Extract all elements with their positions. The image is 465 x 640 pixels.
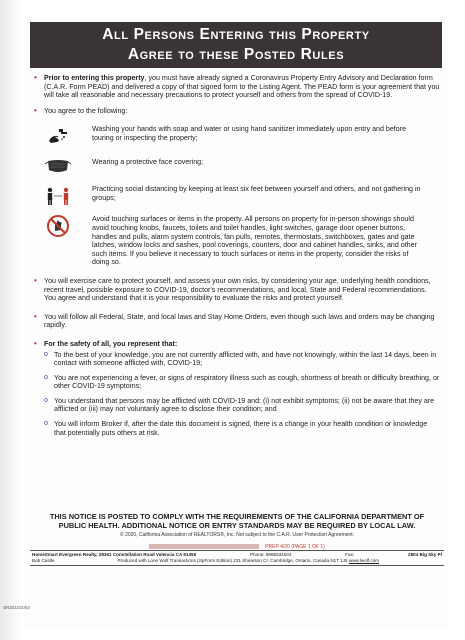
circle-bullet-icon: o bbox=[44, 396, 48, 404]
safety-item-text: You are not experiencing a fever, or signs of respiratory illness such as cough, shortness of breath or difficulty breathing, or other COVID-19 symptoms; bbox=[54, 373, 440, 391]
rule-text-handwash: Washing your hands with soap and water or using hand sanitizer immediately upon entry and before touring or inspecting the property; bbox=[92, 125, 407, 142]
intro-lead: Prior to entering this property bbox=[44, 74, 145, 82]
circle-bullet-icon: o bbox=[44, 373, 48, 381]
footer-phone: Phone: 8885534534 bbox=[250, 552, 292, 557]
rules-body bbox=[34, 74, 440, 443]
bullet-icon: • bbox=[34, 105, 37, 115]
agree-intro bbox=[34, 107, 440, 116]
circle-bullet-icon: o bbox=[44, 350, 48, 358]
no-touch-icon bbox=[42, 215, 74, 237]
handwash-icon bbox=[42, 125, 74, 147]
face-mask-icon bbox=[42, 155, 74, 177]
safety-item bbox=[34, 397, 440, 414]
circle-bullet-icon: o bbox=[44, 420, 48, 428]
rule-text-no-touch: Avoid touching surfaces or items in the property. All persons on property for in-person showings should avoid touching knobs, faucets, toilets and toilet handles, light switches, garage door opener buttons, handles and pulls, alarm system controls, fan pulls, remotes, thermostats, switchboxes, gates and gate latches, window locks and sashes, pool coverings, counters, door and cabinet handles, sinks, and other such items. If you believe it necessary to touch surfaces or items in the property, consider the risks of doing so. bbox=[92, 215, 417, 267]
bullet-icon: • bbox=[34, 311, 37, 321]
bullet-icon: • bbox=[34, 275, 37, 285]
safety-item bbox=[34, 420, 440, 437]
copyright: © 2020, California Association of REALTORS®, Inc. Not subject to the C.A.R. User Protection Agreement. bbox=[120, 532, 354, 538]
footer-produced bbox=[117, 558, 379, 564]
side-stamp: SR20101003 bbox=[3, 605, 30, 610]
page-title-banner bbox=[30, 22, 442, 68]
footer-property: 2804 Big Sky Pl bbox=[408, 552, 442, 557]
rule-row-no-touch bbox=[42, 215, 440, 267]
intro-paragraph bbox=[34, 74, 440, 100]
footer-row-2 bbox=[32, 558, 442, 564]
safety-lead-text: For the safety of all, you represent that: bbox=[44, 339, 178, 348]
form-footer bbox=[30, 550, 444, 566]
form-id-bar bbox=[149, 544, 259, 549]
document-page bbox=[24, 18, 450, 628]
rule-text-social-distance bbox=[74, 185, 424, 202]
banner-line-1: All Persons Entering this Property bbox=[102, 26, 370, 43]
form-id: PREP 4/20 (PAGE 1 OF 1) bbox=[265, 544, 325, 550]
social-distance-icon bbox=[42, 185, 74, 207]
intro-text: , you must have already signed a Coronavirus Property Entry Advisory and Declaration form (C.A.R. Form PEAD) and delivered a copy of that signed form to the Listing Agent. The PEAD form is your agreement that you will take all reasonable and necessary precautions to protect yourself and others from the spread of COVID-19. bbox=[44, 74, 440, 100]
bullet-exercise-care bbox=[34, 277, 440, 303]
bullet-text: You will exercise care to protect yourself, and assess your own risks, by considering your age, underlying health conditions, recent travel, possible exposure to COVID-19, doctor's recommendations, and local, State and Federal recommendations. You agree and understand that it is your responsibility to evaluate the risks and protect yourself. bbox=[44, 276, 431, 303]
safety-item bbox=[34, 351, 440, 368]
banner-line-2: Agree to these Posted Rules bbox=[127, 46, 345, 63]
footer-agent: Bob Castle bbox=[32, 558, 55, 563]
rule-text: Practicing social distancing by keeping at least six feet between yourself and others, and not gathering in groups; bbox=[92, 185, 421, 202]
bullet-icon: • bbox=[34, 338, 37, 348]
bullet-icon: • bbox=[34, 73, 37, 82]
bullet-follow-laws bbox=[34, 313, 440, 330]
rule-text-face-mask: Wearing a protective face covering; bbox=[92, 158, 204, 167]
safety-item bbox=[34, 374, 440, 391]
scan-margin bbox=[0, 0, 22, 640]
footer-produced-text: Produced with Lone Wolf Transactions (zipForm Edition) 231 Shearson Cr. Cambridge, Ontario, Canada N1T 1J5 bbox=[117, 558, 348, 563]
safety-lead bbox=[34, 340, 440, 349]
notice-line-1: THIS NOTICE IS POSTED TO COMPLY WITH THE REQUIREMENTS OF THE CALIFORNIA DEPARTMENT OF bbox=[49, 512, 425, 521]
rule-row-handwash bbox=[42, 125, 440, 147]
safety-item-text: To the best of your knowledge, you are not currently afflicted with, and have not knowingly, within the last 14 days, been in contact with someone afflicted with, COVID-19; bbox=[54, 350, 437, 368]
rule-row-face-mask bbox=[42, 155, 440, 177]
safety-item-text: You will inform Broker if, after the date this document is signed, there is a change in your health condition or knowledge that potentially puts others at risk. bbox=[54, 420, 428, 437]
safety-item-text: You understand that persons may be afflicted with COVID-19 and: (i) not exhibit symptoms; (ii) not be aware that they are afflicted or (iii) may not voluntarily agree to disclose their condition; and bbox=[54, 396, 435, 414]
notice-line-2: PUBLIC HEALTH. ADDITIONAL NOTICE OR ENTRY STANDARDS MAY BE REQUIRED BY LOCAL LAW. bbox=[58, 521, 416, 531]
footer-broker: HomeSmart Evergreen Realty, 28361 Constellation Road Valencia CA 91355 bbox=[32, 552, 197, 557]
footer-site-link[interactable]: www.lwolf.com bbox=[348, 558, 380, 563]
bullet-text: You will follow all Federal, State, and local laws and Stay Home Orders, even though such laws and orders may be changing rapidly. bbox=[44, 312, 435, 330]
legal-notice bbox=[34, 512, 440, 531]
footer-fax: Fax: bbox=[345, 552, 355, 557]
rule-row-social-distance bbox=[42, 185, 440, 207]
agree-intro-text: You agree to the following: bbox=[44, 106, 128, 115]
